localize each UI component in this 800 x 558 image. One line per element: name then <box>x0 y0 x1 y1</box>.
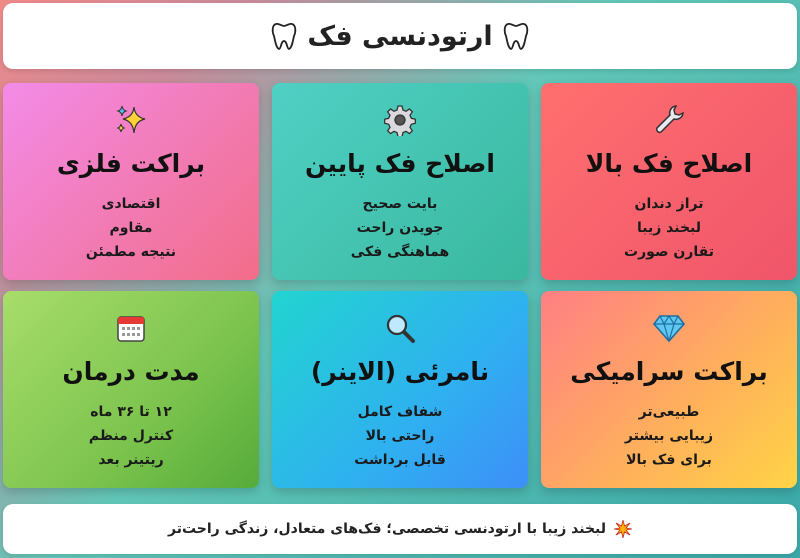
calendar-icon <box>116 311 146 345</box>
footer-text: لبخند زیبا با ارتودنسی تخصصی؛ فک‌های متعادل، زندگی راحت‌تر <box>167 521 607 537</box>
card-title: براکت فلزی <box>56 149 206 178</box>
list-item: تراز دندان <box>634 196 704 212</box>
list-item: تقارن صورت <box>624 244 714 260</box>
list-item: ریتینر بعد <box>98 452 164 468</box>
magnifier-icon <box>384 311 416 345</box>
gear-icon <box>384 103 416 137</box>
card-metal-braces <box>3 83 259 280</box>
tooth-icon <box>271 21 297 51</box>
card-items <box>86 192 176 264</box>
list-item: طبیعی‌تر <box>638 404 700 420</box>
list-item: ۱۲ تا ۳۶ ماه <box>90 404 172 420</box>
list-item: جویدن راحت <box>356 220 444 236</box>
card-treatment-duration <box>3 291 259 488</box>
list-item: لبخند زیبا <box>636 220 702 236</box>
card-upper-jaw <box>541 83 797 280</box>
page-header <box>3 3 797 69</box>
card-title: مدت درمان <box>62 357 200 386</box>
sparkles-icon <box>114 103 148 137</box>
list-item: مقاوم <box>109 220 153 236</box>
card-items <box>351 192 449 264</box>
card-title: نامرئی (الاینر) <box>310 357 490 386</box>
diamond-icon <box>653 311 685 345</box>
card-items <box>89 400 173 472</box>
card-title: اصلاح فک پایین <box>305 149 495 178</box>
cards-grid <box>3 83 797 488</box>
wrench-icon <box>652 103 686 137</box>
page-footer <box>3 504 797 554</box>
card-items <box>354 400 446 472</box>
card-aligners <box>272 291 528 488</box>
card-lower-jaw <box>272 83 528 280</box>
list-item: شفاف کامل <box>357 404 443 420</box>
card-title: براکت سرامیکی <box>570 357 768 386</box>
list-item: هماهنگی فکی <box>350 244 450 260</box>
list-item: قابل برداشت <box>354 452 446 468</box>
card-title: اصلاح فک بالا <box>585 149 753 178</box>
list-item: نتیجه مطمئن <box>85 244 177 260</box>
sparkle-burst-icon <box>614 520 632 538</box>
page-title: ارتودنسی فک <box>307 20 493 52</box>
card-items <box>624 192 714 264</box>
list-item: بایت صحیح <box>362 196 438 212</box>
tooth-icon <box>503 21 529 51</box>
list-item: راحتی بالا <box>365 428 435 444</box>
card-items <box>625 400 713 472</box>
list-item: کنترل منظم <box>88 428 174 444</box>
card-ceramic-braces <box>541 291 797 488</box>
list-item: برای فک بالا <box>626 452 712 468</box>
list-item: زیبایی بیشتر <box>624 428 714 444</box>
list-item: اقتصادی <box>101 196 161 212</box>
